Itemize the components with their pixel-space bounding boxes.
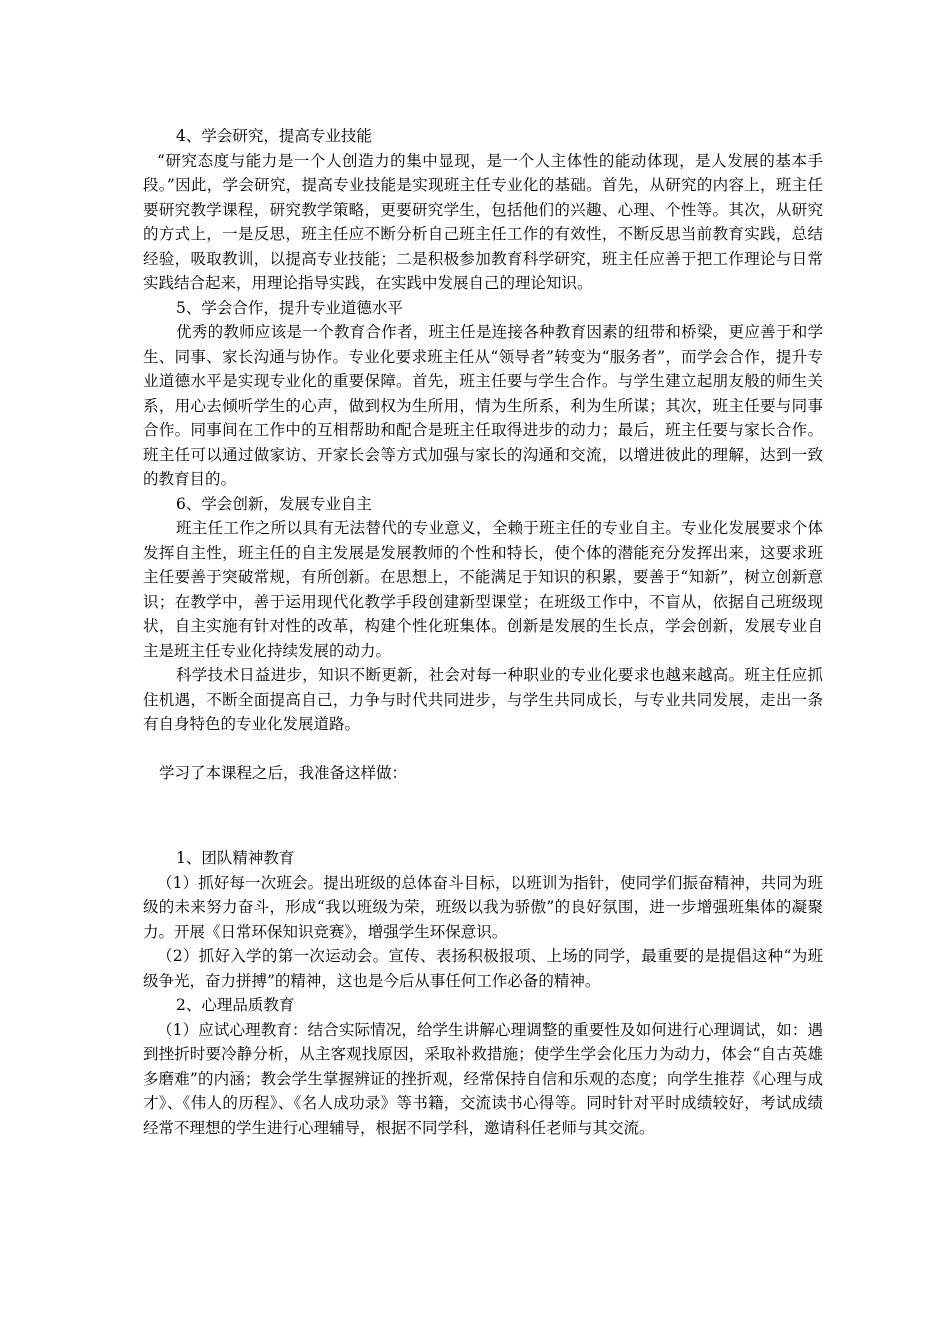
- paragraph: “研究态度与能力是一个人创造力的集中显现，是一个人主体性的能动体现，是人发展的基本手段。”因此，学会研究，提高专业技能是实现班主任专业化的基础。首先，从研究的内容上，班主任要研究教学课程，研究教学策略，更要研究学生，包括他们的兴趣、心理、个性等。其次，从研究的方式上，一是反思，班主任应不断分析自己班主任工作的有效性，不断反思当前教育实践，总结经验，吸取教训，以提高专业技能；二是积极参加教育科学研究，班主任应善于把工作理论与日常实践结合起来，用理论指导实践，在实践中发展自己的理论知识。: [143, 151, 823, 292]
- section-heading-5: 5、学会合作，提升专业道德水平: [176, 298, 403, 317]
- plan-item: （1）应试心理教育：结合实际情况，给学生讲解心理调整的重要性及如何进行心理调试，如：遇到挫折时要冷静分析，从主客观找原因，采取补救措施；使学生学会化压力为动力，体会“自古英雄多磨难”的内涵；教会学生掌握辨证的挫折观，经常保持自信和乐观的态度；向学生推荐《心理与成才》、《伟人的历程》、《名人成功录》等书籍，交流读书心得等。同时针对平时成绩较好，考试成绩经常不理想的学生进行心理辅导，根据不同学科，邀请科任老师与其交流。: [143, 1020, 823, 1137]
- plan-heading-1: 1、团队精神教育: [176, 849, 295, 867]
- section-heading-6: 6、学会创新，发展专业自主: [176, 494, 372, 513]
- section-heading-4: 4、学会研究，提高专业技能: [176, 127, 372, 145]
- plan-item: （1）抓好每一次班会。提出班级的总体奋斗目标，以班训为指针，使同学们振奋精神，共同为班级的未来努力奋斗，形成“我以班级为荣，班级以我为骄傲”的良好氛围，进一步增强班集体的凝聚力。开展《日常环保知识竞赛》，增强学生环保意识。: [143, 873, 823, 941]
- plan-intro: 学习了本课程之后，我准备这样做：: [159, 763, 408, 782]
- plan-item: （2）抓好入学的第一次运动会。宣传、表扬积极报项、上场的同学，最重要的是提倡这种“为班级争光，奋力拼搏”的精神，这也是今后从事任何工作必备的精神。: [143, 947, 823, 990]
- paragraph: 科学技术日益进步，知识不断更新，社会对每一种职业的专业化要求也越来越高。班主任应抓住机遇，不断全面提高自己，力争与时代共同进步，与学生共同成长，与专业共同发展，走出一条有自身特色的专业化发展道路。: [143, 666, 823, 733]
- document-body: [143, 124, 823, 1140]
- plan-heading-2: 2、心理品质教育: [176, 996, 295, 1014]
- paragraph: 优秀的教师应该是一个教育合作者，班主任是连接各种教育因素的纽带和桥梁，更应善于和学生、同事、家长沟通与协作。专业化要求班主任从“领导者”转变为“服务者”，而学会合作，提升专业道德水平是实现专业化的重要保障。首先，班主任要与学生合作。与学生建立起朋友般的师生关系，用心去倾听学生的心声，做到权为生所用，情为生所系，利为生所谋；其次，班主任要与同事合作。同事间在工作中的互相帮助和配合是班主任取得进步的动力；最后，班主任要与家长合作。班主任可以通过做家访、开家长会等方式加强与家长的沟通和交流，以增进彼此的理解，达到一致的教育目的。: [143, 323, 823, 488]
- spacer: [143, 785, 823, 846]
- spacer: [143, 737, 823, 761]
- paragraph: 班主任工作之所以具有无法替代的专业意义，全赖于班主任的专业自主。专业化发展要求个体发挥自主性，班主任的自主发展是发展教师的个性和特长，使个体的潜能充分发挥出来，这要求班主任要善于突破常规，有所创新。在思想上，不能满足于知识的积累，要善于“知新”，树立创新意识；在教学中，善于运用现代化教学手段创建新型课堂；在班级工作中，不盲从，依据自己班级现状，自主实施有针对性的改革，构建个性化班集体。创新是发展的生长点，学会创新，发展专业自主是班主任专业化持续发展的动力。: [143, 519, 823, 660]
